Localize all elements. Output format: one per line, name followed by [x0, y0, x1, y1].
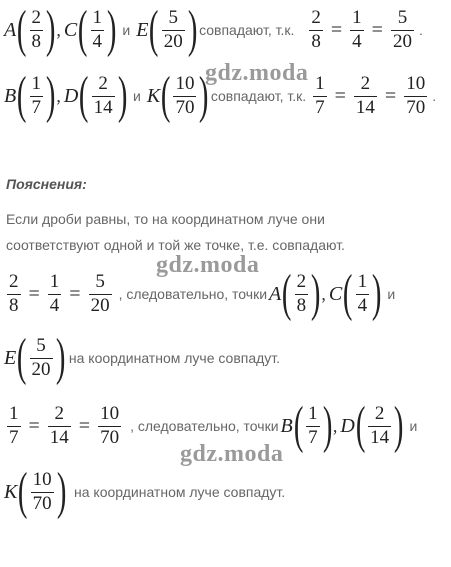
fraction [368, 404, 391, 449]
left-paren: ( [355, 397, 366, 454]
left-paren: ( [282, 265, 292, 322]
explanation-heading: Пояснения: [6, 176, 87, 192]
numerator: 5 [95, 270, 105, 292]
numerator: 2 [311, 6, 321, 28]
point-letter: D [63, 84, 79, 107]
fraction [173, 74, 196, 119]
numerator: 1 [352, 6, 362, 28]
right-paren: ) [45, 1, 56, 58]
right-paren: ) [394, 397, 404, 454]
numerator: 5 [168, 6, 178, 28]
fraction [7, 404, 21, 449]
numerator: 2 [98, 72, 108, 94]
equals-sign: = [69, 282, 81, 305]
statement-row-1 [4, 1, 423, 58]
denominator: 14 [49, 426, 69, 448]
period: . [418, 22, 423, 38]
and-word: и [409, 418, 418, 434]
denominator: 20 [392, 30, 412, 52]
verb-text: совпадают, т.к. [210, 88, 307, 104]
watermark: gdz.moda [180, 441, 284, 467]
denominator: 7 [308, 426, 318, 448]
equals-sign: = [28, 282, 40, 305]
point-letter: A [269, 282, 282, 305]
numerator: 1 [308, 402, 318, 424]
denominator: 20 [31, 358, 51, 380]
point-c [328, 265, 382, 322]
right-paren: ) [106, 1, 117, 58]
denominator: 14 [93, 96, 113, 118]
point-letter: K [146, 84, 161, 107]
right-paren: ) [322, 397, 332, 454]
denominator: 70 [406, 96, 426, 118]
right-paren: ) [56, 463, 67, 520]
denominator: 7 [315, 96, 325, 118]
explanation-row-6 [4, 463, 286, 520]
equals-sign: = [384, 84, 397, 107]
fraction [30, 8, 44, 53]
fraction [350, 8, 364, 53]
fraction [313, 74, 327, 119]
right-paren: ) [45, 67, 56, 124]
denominator: 20 [90, 294, 110, 316]
fraction [31, 470, 54, 515]
denominator: 70 [175, 96, 195, 118]
right-paren: ) [199, 67, 209, 124]
numerator: 10 [100, 402, 120, 424]
point-letter: K [4, 480, 18, 503]
and-word: и [122, 22, 131, 38]
numerator: 2 [374, 402, 385, 424]
point-e [136, 1, 198, 58]
fraction [92, 74, 115, 119]
right-paren: ) [310, 265, 321, 322]
equals-sign: = [330, 18, 343, 41]
fraction [7, 272, 21, 317]
fraction [391, 8, 414, 53]
explanation-line-2: соответствуют одной и той же точке, т.е. совпадают. [6, 237, 345, 253]
explanation-row-4 [4, 329, 281, 386]
right-paren: ) [371, 265, 382, 322]
denominator: 4 [49, 294, 60, 316]
point-e [4, 329, 65, 386]
right-paren: ) [55, 329, 65, 386]
point-c [63, 1, 117, 58]
fraction [306, 404, 320, 449]
point-k [4, 463, 67, 520]
numerator: 1 [315, 72, 325, 94]
period: . [432, 88, 437, 104]
comma: , [56, 19, 61, 40]
point-letter: E [4, 346, 17, 369]
denominator: 8 [296, 294, 307, 316]
numerator: 2 [54, 402, 65, 424]
left-paren: ( [18, 463, 28, 520]
comma: , [56, 85, 61, 106]
fraction [91, 8, 105, 53]
fraction [356, 272, 370, 317]
fraction [30, 74, 44, 119]
fraction [48, 272, 62, 317]
point-letter: C [328, 282, 343, 305]
equals-sign: = [28, 414, 40, 437]
fraction [295, 272, 309, 317]
comma: , [332, 415, 338, 436]
fraction [30, 336, 53, 381]
numerator: 1 [31, 72, 42, 94]
left-paren: ( [293, 397, 304, 454]
numerator: 1 [49, 270, 60, 292]
conclusion-text: на координатном луче совпадут. [74, 484, 286, 500]
denominator: 70 [32, 492, 52, 514]
fraction [354, 74, 377, 119]
left-paren: ( [17, 1, 27, 58]
fraction [162, 8, 185, 53]
point-letter: B [4, 84, 17, 107]
equals-sign: = [371, 18, 383, 41]
point-letter: D [340, 414, 355, 437]
point-letter: C [63, 18, 78, 41]
conclusion-text: на координатном луче совпадут. [68, 350, 281, 366]
and-word: и [132, 88, 141, 104]
consequence-text: , следовательно, точки [130, 418, 279, 434]
denominator: 20 [163, 30, 183, 52]
point-letter: A [4, 18, 17, 41]
fraction [309, 8, 323, 53]
watermark: gdz.moda [156, 252, 260, 278]
point-d [63, 67, 128, 124]
denominator: 14 [370, 426, 390, 448]
equals-sign: = [78, 414, 91, 437]
left-paren: ( [17, 329, 27, 386]
left-paren: ( [17, 67, 27, 124]
verb-text: совпадают, т.к. [199, 22, 295, 38]
consequence-text: , следовательно, точки [118, 286, 268, 302]
and-word: и [387, 286, 396, 302]
left-paren: ( [343, 265, 353, 322]
watermark: gdz.moda [205, 60, 309, 86]
left-paren: ( [78, 1, 88, 58]
denominator: 4 [352, 30, 362, 52]
denominator: 7 [9, 426, 19, 448]
numerator: 1 [357, 270, 368, 292]
numerator: 5 [397, 6, 408, 28]
explanation-line-1: Если дроби равны, то на координатном луче они [6, 211, 325, 227]
right-paren: ) [187, 1, 198, 58]
numerator: 5 [36, 334, 46, 356]
equals-sign: = [334, 84, 346, 107]
numerator: 1 [9, 402, 19, 424]
denominator: 4 [92, 30, 103, 52]
fraction [404, 74, 427, 119]
fraction [98, 404, 121, 449]
point-letter: E [136, 18, 149, 41]
left-paren: ( [161, 67, 171, 124]
denominator: 70 [100, 426, 120, 448]
point-b [4, 67, 56, 124]
numerator: 2 [360, 72, 371, 94]
left-paren: ( [149, 1, 159, 58]
denominator: 8 [9, 294, 19, 316]
point-a [269, 265, 321, 322]
right-paren: ) [117, 67, 128, 124]
numerator: 2 [296, 270, 307, 292]
numerator: 2 [9, 270, 19, 292]
point-d [340, 397, 404, 454]
numerator: 10 [406, 72, 426, 94]
point-k [146, 67, 209, 124]
point-a [4, 1, 56, 58]
fraction [89, 272, 112, 317]
denominator: 4 [357, 294, 368, 316]
numerator: 1 [92, 6, 103, 28]
denominator: 14 [355, 96, 375, 118]
comma: , [321, 283, 326, 304]
numerator: 10 [175, 72, 195, 94]
denominator: 8 [311, 30, 321, 52]
denominator: 8 [31, 30, 42, 52]
left-paren: ( [79, 67, 89, 124]
numerator: 10 [32, 468, 52, 490]
denominator: 7 [31, 96, 42, 118]
point-letter: B [280, 414, 293, 437]
point-b [280, 397, 332, 454]
fraction [48, 404, 71, 449]
numerator: 2 [31, 6, 42, 28]
